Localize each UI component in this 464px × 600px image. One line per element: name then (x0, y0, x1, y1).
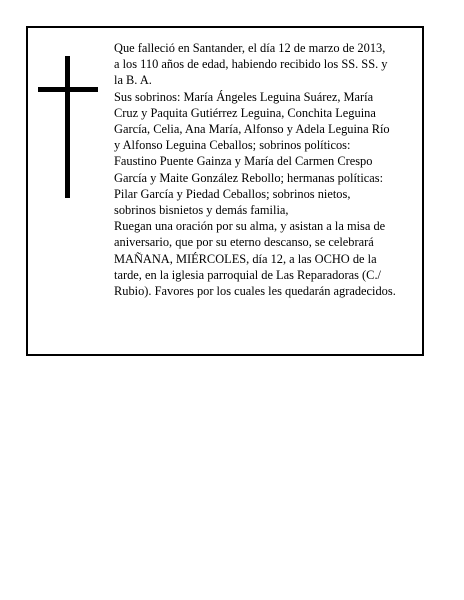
notice-line: Ruegan una oración por su alma, y asistan a la misa de (114, 219, 386, 234)
cross-vertical-bar (65, 56, 70, 198)
notice-line: sobrinos bisnietos y demás familia, (114, 203, 289, 218)
notice-line: la B. A. (114, 73, 152, 88)
notice-line: Cruz y Paquita Gutiérrez Leguina, Conchita Leguina (114, 105, 376, 120)
notice-line: Sus sobrinos: María Ángeles Leguina Suárez, María (114, 89, 374, 104)
notice-line: Pilar García y Piedad Ceballos; sobrinos nietos, (114, 186, 351, 201)
notice-line: a los 110 años de edad, habiendo recibido los SS. SS. y (114, 57, 388, 72)
notice-line: tarde, en la iglesia parroquial de Las Reparadoras (C./ (114, 267, 381, 282)
obituary-notice (26, 26, 424, 356)
notice-line: García y Maite González Rebollo; hermanas políticas: (114, 170, 384, 185)
notice-line: MAÑANA, MIÉRCOLES, día 12, a las OCHO de la (114, 251, 377, 266)
notice-line: García, Celia, Ana María, Alfonso y Adela Leguina Río (114, 122, 390, 137)
notice-line: Rubio). Favores por los cuales les quedarán agradecidos. (114, 284, 396, 299)
cross-horizontal-bar (38, 87, 98, 92)
notice-line: Faustino Puente Gainza y María del Carmen Crespo (114, 154, 373, 169)
cross-icon (38, 56, 98, 198)
notice-line: y Alfonso Leguina Ceballos; sobrinos políticos: (114, 138, 351, 153)
notice-line: Que falleció en Santander, el día 12 de marzo de 2013, (114, 41, 386, 55)
notice-text (114, 40, 426, 299)
notice-line: aniversario, que por su eterno descanso, se celebrará (114, 235, 374, 250)
